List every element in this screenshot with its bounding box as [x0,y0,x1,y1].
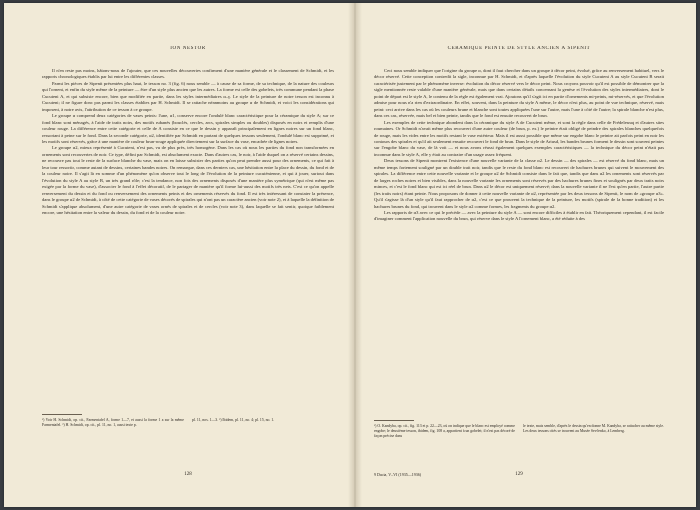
right-paragraph: Les exemples de cette technique abondent dans la céramique du style A de Cucuteni même, et sont la règle dans celle de Frédelesnaţ et d'autres sites roumaines. Or Schmidt n'avait même plus recouvert d'une autre couleur (de brun, p. ex.) le peintre était obligé de peindre des spirales blanches quelquefois de rouge, mais les vides entre les motifs restant le vase extérieur. Mais il est aussi possible que même sur engobe blanc le peintre ait parfois peint en noir les contours des spirales et qu'il ait seulement ensuite recouvert le fond de brun. Dans le style de Ariusd, les bandes brunes forment le dessin sont souvent peintes sur l'engobe blanc du vase, de là voit — et nous avons réussi également quelques exemples caractéristiques — la technique du décor peint n'était pas inconnue dans le style A, elle y était au contraire d'un usage assez fréquent. [374,119,664,157]
right-footnote-col-2: le texte, mais semble, d'après le dessin qu'en donne M. Kandyba, se rattacher au même style. Les deux tessons cités se trouvent au Musée Sevčenko, à Lemberg. [523,424,664,434]
left-body-text [42,68,334,410]
left-paragraph: Il n'en reste pas moins, hâtons-nous de l'ajouter, que ces nouvelles découvertes confirment d'une manière générale et le classement de Schmidt, et les rapports chronologiques établis par lui entre les différentes classes. [42,68,334,80]
right-paragraph: Les rapports de α3 avec ce qui le précède — avec la peinture du style A — sont encore difficiles à établir en fait. Théoriquement cependant, il est facile d'imaginer comment l'application nouvelle du brun, qui réserve dans le style A l'ornement blanc, a été réduite à des [374,209,664,222]
right-running-head: CÉRAMIQUE PEINTE DE STYLE ANCIEN À SIPENIT [447,46,591,51]
left-running-head: ION NESTOR [170,46,206,51]
right-page-number: 129 [515,472,523,477]
right-paragraph: Ceci nous semble indiquer que l'origine du groupe α, dont il faut chercher dans un groupe à décor peint, évolué, grâce au renversement habituel, vers le décor réservé. Cette conception contredit la sigle, inconnue par H. Schmidt, et d'après laquelle l'évolution du style Cucuteni A au style Cucuteni B serait caractérisée justement par le phénomène inverse: évolution du décor réservé vers le décor peint. Nous croyons pouvoir qu'il est possible de démontrer que la sigle mentionnée reste valable d'une manière générale, mais que dans certains détails concernant la genèse et l'évolution des styles intermédiaires, dont le point de départ est le style A, le contenu de la règle est également vrai. Ajoutons qu'il s'agit ici en partie d'ornements mi-peints, mi-réservés, et que l'évolution admise pour nous n'a rien d'extraordinaire. En effet, souvent, dans la peinture du style A même, le décor n'est plus, au point de vue technique, réservé, mais peint: ceci arrive dans les cas où les couleurs brune et blanche sont toutes appliquées l'une sur l'autre, mais l'une à côté de l'autre; la spirale blanche n'est plus, dans ces cas, réservée, mais bel et bien peinte, tandis que le fond est ensuite recouvert de brun. [374,68,664,119]
right-paragraph: Deux tessons de Sipenit montrent l'existence d'une nouvelle variante de la classe α2. Le dessin — des spirales — est réservé du fond blanc, mais un même temps fortement souligné par un double trait noir, tandis que le reste du fond blanc est recouvert de hachures brunes qui suivent le mouvement des spirales. La différence entre cette nouvelle variante et le groupe α2 de Schmidt consiste dans le fait que, tandis que dans α2 les ornements sont réservés par de larges roches noires et bien visibles, dans la nouvelle variante les ornements sont réservés par des hachures brunes fines et soulignés par deux traits noirs minces, et c'est le fond blanc qui est ici réel de brun. Dans α2 le décor est uniquement réservé; dans la nouvelle variante il ne l'est qu'en partie, l'autre partie (les traits noirs) étant peinte. Nous proposons de donner à cette nouvelle variante de α2, représentée par les deux tessons de Sipenit, le nom de «groupe α3». Qu'il s'agisse là d'un style qu'il faut rapprocher de α2, c'est ce que prouvent la technique de la peinture, les motifs (spirale de la bonne tradition) et les hachures brunes du fond, qui trouvent dans le style α2 comme formes, les fragments du groupe α2. [374,158,664,209]
book-gutter [348,3,362,507]
right-page [374,3,664,507]
right-page-footer [374,472,664,480]
left-footnotes [42,418,334,446]
left-footnote-col-2: pl. 11, nos. 1—3. ³) Ibidem, pl. 11, no. 4; pl. 15, no. 1. [192,418,275,422]
left-paragraph: Le groupe α2, mieux représenté à Cucuteni, n'est pas, vu de plus près, très homogène. Dans les cas où nous les parties du fond non transformées en ornements sont recouvertes de noir. Ce type, défini par Schmidt, est absolument exacte. Dans d'autres cas, le noir, à l'aide duquel on a réservé certains dessins, ne recouvre pas tout le reste de la surface blanche du vase, mais on en laisse subsister des parties qu'on peut prendre aussi pour des ornements, ce qui fait à leur tour ressortir, comme autant de dessins, certaines bandes noires. On remarque, dans ces derniers cas, une hésitation entre la place du dessin, du fond et de la couleur noire. Il s'agit là en somme d'un phénomène qu'on observe tout le long de l'évolution de la peinture cucuténienne, et qui à jouer, surtout dans l'évolution du style A au style B, un très grand rôle; c'est la tendance, non fois des ornements disposés d'une manière plus symétrique (qui n'est même pas exigée par la forme du vase), d'associer le fond à l'effet décoratif, de le partager de manière qu'il forme lui-aussi des motifs très nets. C'est ce qu'on appelle renversement du dessin et du fond ou renversement des ornements peints et des ornements réservés du fond. Il est très intéressant de constater la présence, dans le groupe α2 de Schmidt, à côté de cette catégorie de vases décorés de spirales qui n'ont pas un caractère ancien (voir note 2), et à laquelle la définition de Schmidt s'applique absolument, d'une autre catégorie de vases ornés de spirales et de cercles (voir note 3), dans laquelle se fait sentir, quoique faiblement encore, une hésitation entre la valeur du dessin, du fond et de la couleur noire. [42,145,334,215]
right-body-text [374,68,664,416]
left-footnote-rule [42,414,82,415]
right-footnotes [374,424,664,452]
left-paragraph: Parmi les pièces de Sipenit présentées plus haut, le tesson no. 3 (fig. 6) nous semble — à cause de sa forme, de sa technique, de la nature des couleurs qui l'ornent, et enfin du style même de la peinture — être d'un style plus ancien que les autres. La forme est celle des gobelets, très commune pendant la phase Cucuteni A, et qui subsiste encore, bien que modifiée en partie, dans les styles intermédiaires α–γ. Le style de la peinture de notre tesson est inconnu à Cucuteni; il ne figure donc pas parmi les classes établies par H. Schmidt. Il se rattache néanmoins au groupe α de Schmidt, et voici les considérations qui imposent, à notre avis, l'attribution de ce tesson à ce groupe. [42,80,334,112]
right-footnote-col-1: ¹) O. Kandyba, op. cit., fig. 113 et p. 22—23, où on indique que le blanc est employé comme engobe; le deuxième tesson, ibidem, fig. 108 a, appartient à un gobelet; il n'est pas décoré de façon précise dans [374,424,515,439]
printer-signature: 9 Dacia, V–VI (1935—1936) [374,472,422,477]
left-paragraph: Le groupe α comprend deux catégories de vases peints: l'une, α1, conserve encore l'ondulé blanc caractéristique pour la céramique du style A; sur ce fond blanc sont ménagés, à l'aide de traits noirs, des motifs rubanés (bouclés, cercles, arcs, spirales simples ou doubles) disposés en noirs et remplis d'une couleur rouge. La différence entre cette catégorie et celle de A consiste en ce que le dessin y apparaît principalement en lignes noires sur un fond blanc, ressortant à peine sur le fond. Dans la seconde catégorie, α2, identifiée par Schmidt en partant de quelques tessons seulement, l'ondulé blanc est supprimé, et les motifs sont réservés, grâce à une manière de couleur brun-rouge appliquée directement sur la surface du vase, encadrée de lignes noires. [42,113,334,144]
left-page-footer [42,472,334,480]
right-footnote-rule [374,420,414,421]
book-spread [4,3,696,507]
left-page [42,3,334,507]
left-page-number: 128 [184,472,192,477]
left-footnote-col-1: ¹) Voir H. Schmidt, op. cit., Farmentafel A, forme 1—7, et aussi la forme 1 a sur la même Farmentafel. ²) H. Schmidt, op. cit., pl. 11, no. 1, aussi texte p. [42,418,184,428]
